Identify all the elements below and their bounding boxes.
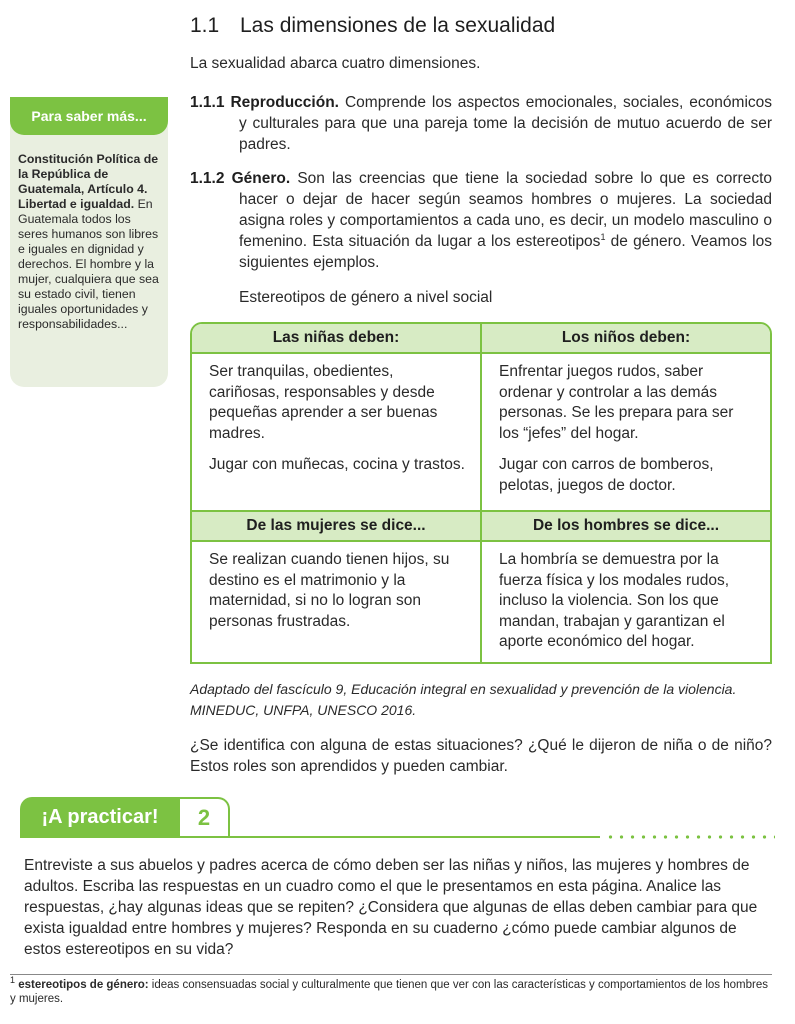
source-citation: Adaptado del fascículo 9, Educación integral en sexualidad y prevención de la violencia. MINEDUC, UNFPA, UNESCO 2016. — [190, 681, 737, 718]
section-number: 1.1 — [190, 14, 220, 37]
reflection-question: ¿Se identifica con alguna de estas situaciones? ¿Qué le dijeron de niña o de niño? Estos roles son aprendidos y pueden cambiar. — [190, 737, 772, 775]
table-cell-text: Jugar con muñecas, cocina y trastos. — [209, 456, 465, 473]
practice-number: 2 — [180, 797, 230, 837]
table-cell-text: Ser tranquilas, obedientes, cariñosas, responsables y desde pequeñas aprender a ser buenas madres. — [209, 363, 438, 442]
table-header-cell: De las mujeres se dice... — [192, 512, 482, 540]
table-header-row — [192, 512, 770, 542]
item-genero — [190, 168, 772, 273]
table-header-cell: Las niñas deben: — [192, 324, 482, 352]
table-header-row — [192, 324, 770, 354]
table-header-cell: De los hombres se dice... — [532, 517, 720, 534]
table-cell-text: La hombría se demuestra por la fuerza física y los modales rudos, incluso la violencia. Son los que mandan, trabajan y garantizan el aporte económico del hogar. — [499, 551, 730, 650]
item-number: 1.1.1 — [190, 94, 225, 111]
practice-label: ¡A practicar! — [20, 797, 180, 837]
footnote-ref: 1 — [600, 231, 606, 242]
table-caption: Estereotipos de género a nivel social — [239, 289, 493, 306]
footnote — [10, 975, 772, 1006]
table-row — [192, 354, 770, 512]
table-cell — [192, 542, 482, 664]
sidebar-text — [18, 152, 163, 332]
item-term: Género. — [231, 170, 291, 187]
footnote-divider — [10, 974, 772, 975]
table-cell-text: Enfrentar juegos rudos, saber ordenar y controlar a las demás personas. Se les prepara para ser los “jefes” del hogar. — [499, 363, 734, 442]
section-title-text: Las dimensiones de la sexualidad — [240, 14, 556, 37]
practice-text: Entreviste a sus abuelos y padres acerca de cómo deben ser las niñas y niños, las mujeres y hombres de adultos. Escriba las respuestas en un cuadro como el que le presentamos en esta página. Analice las respuestas, ¿hay algunas ideas que se repiten? ¿Considera que algunas de ellas deben cambiar para que exista igualdad entre hombres y mujeres? Responda en su cuaderno ¿cómo puede cambiar algunos de estos estereotipos en su vida? — [24, 857, 758, 958]
sidebar-tab: Para saber más... — [10, 97, 168, 135]
section-title — [190, 14, 555, 38]
table-cell — [482, 542, 770, 664]
item-term: Reproducción. — [230, 94, 339, 111]
item-text-end: de género. Veamos los siguientes ejemplos. — [239, 233, 772, 271]
footnote-term: estereotipos de género: — [18, 979, 149, 991]
item-number: 1.1.2 — [190, 170, 225, 187]
footnote-mark: 1 — [10, 975, 16, 986]
item-reproduccion — [190, 92, 772, 155]
table-header-cell: Los niños deben: — [561, 329, 691, 346]
sidebar-body: En Guatemala todos los seres humanos son libres e iguales en dignidad y derechos. El hombre y la mujer, cualquiera que sea su estado civil, tienen iguales oportunidades y responsabilidades... — [18, 197, 159, 331]
table-cell — [192, 354, 482, 510]
section-intro: La sexualidad abarca cuatro dimensiones. — [190, 55, 481, 72]
practice-divider — [20, 836, 600, 838]
practice-dots — [605, 834, 775, 840]
item-text: Comprende los aspectos emocionales, sociales, económicos y culturales para que una pareja tome la decisión de mutuo acuerdo de ser padres. — [239, 94, 773, 153]
table-cell — [482, 354, 770, 510]
table-cell-text: Se realizan cuando tienen hijos, su destino es el matrimonio y la maternidad, si no lo logran son personas frustradas. — [209, 551, 450, 630]
sidebar-bold: Constitución Política de la República de Guatemala, Artículo 4. Libertad e igualdad. — [18, 152, 159, 211]
item-text: Son las creencias que tiene la sociedad sobre lo que es correcto hacer o dejar de hacer según seamos hombres o mujeres. La sociedad asigna roles y comportamientos a cada uno, es decir, un modelo masculino o femenino. Esta situación da lugar a los estereotipos — [239, 170, 772, 250]
stereotypes-table — [190, 322, 772, 664]
footnote-text: ideas consensuadas social y culturalmente que tienen que ver con las características y comportamientos de los hombres y mujeres. — [10, 979, 768, 1005]
table-row — [192, 542, 770, 664]
table-cell-text: Jugar con carros de bomberos, pelotas, juegos de doctor. — [499, 456, 714, 494]
